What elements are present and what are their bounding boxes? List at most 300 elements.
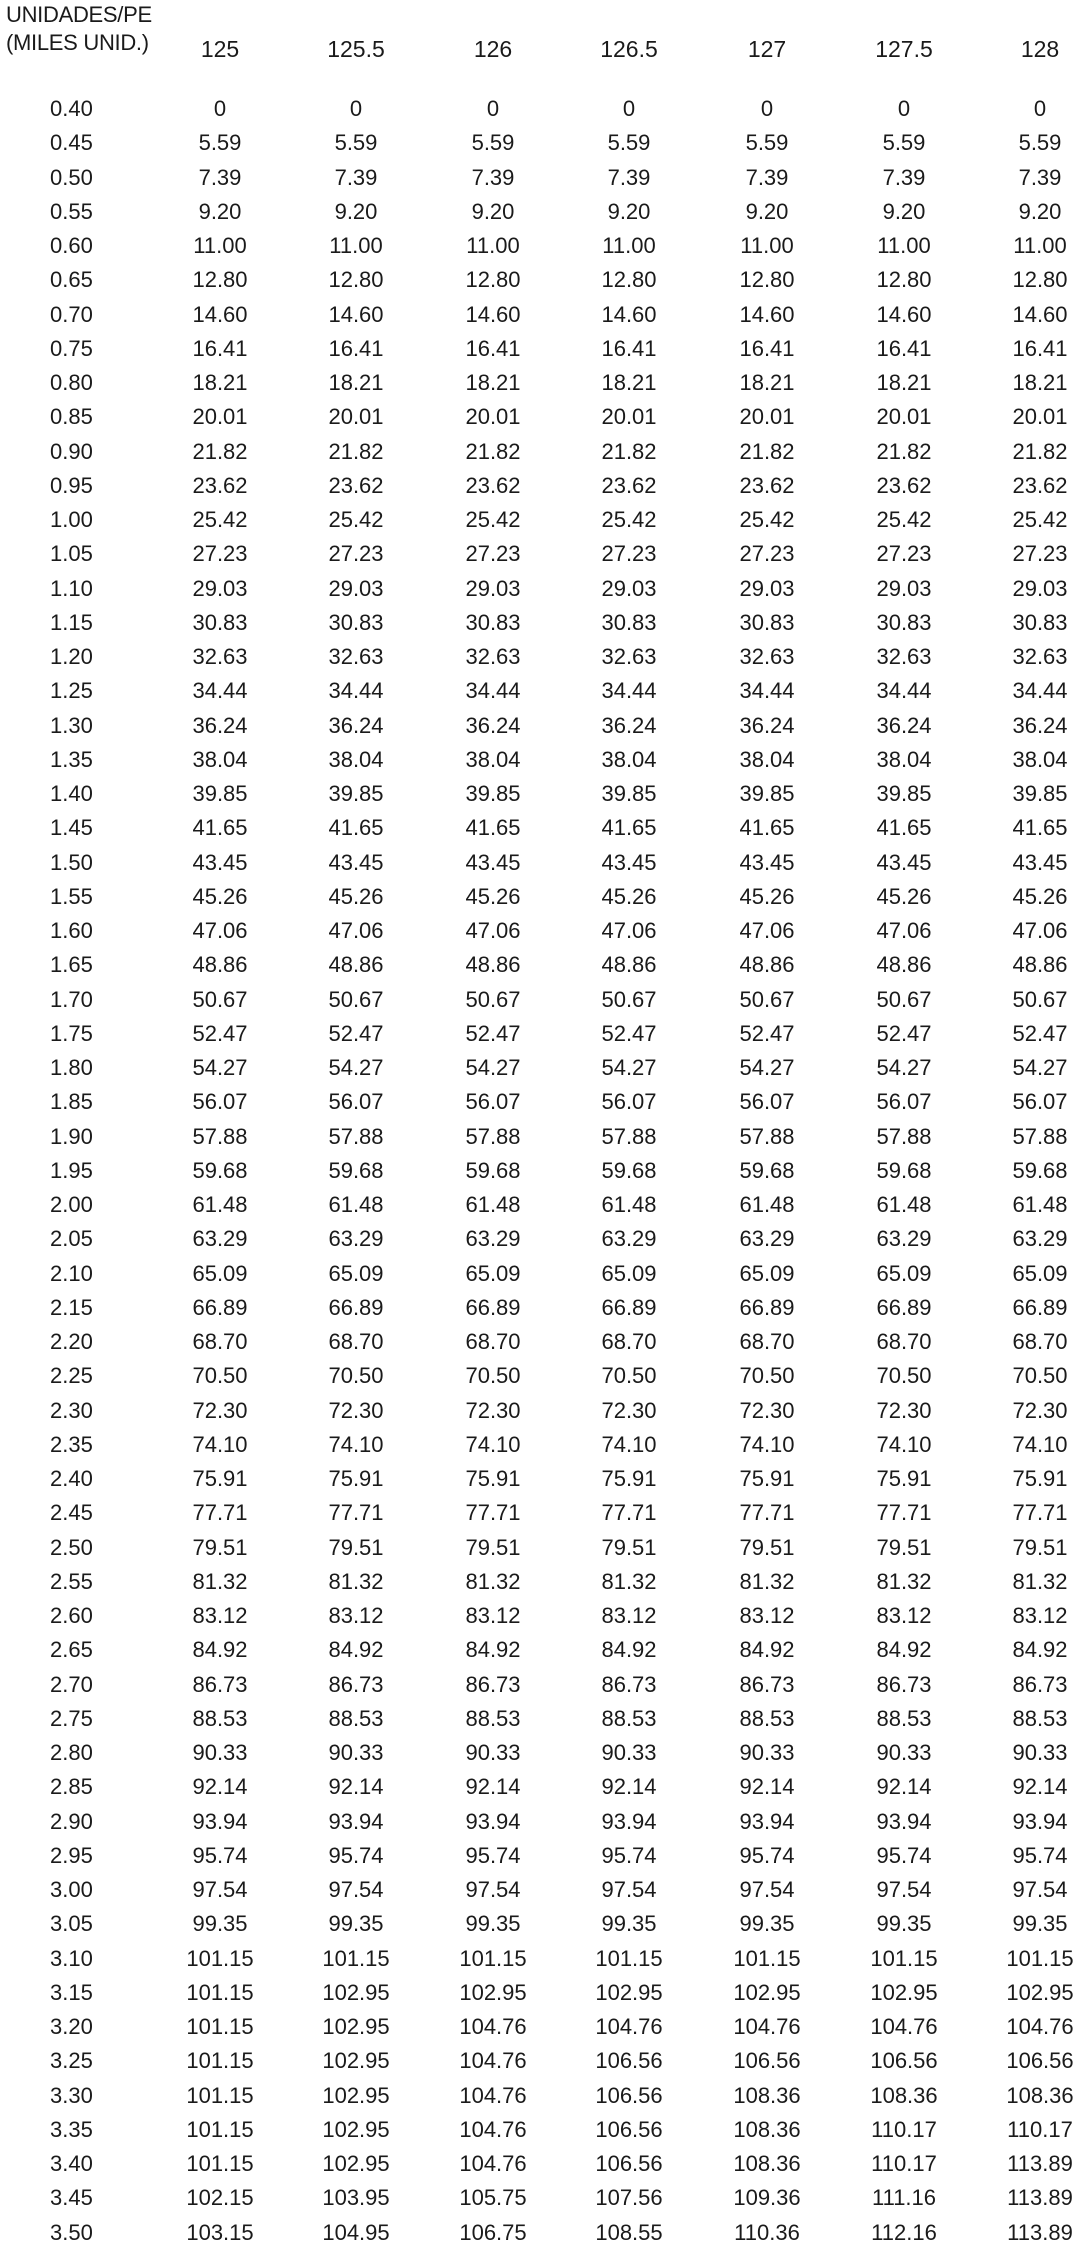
value-cell: 61.48 (192, 1192, 248, 1217)
value-cell: 7.39 (1018, 164, 1062, 190)
value-cell: 36.24 (465, 712, 521, 738)
value-cell: 34.44 (192, 678, 248, 704)
value-cell: 72.30 (1012, 1397, 1068, 1423)
value-cell: 72.30 (465, 1397, 521, 1423)
value-cell: 52.47 (192, 1020, 248, 1046)
value-cell: 75.91 (1012, 1466, 1068, 1491)
value-cell: 59.68 (192, 1157, 248, 1183)
table-row (0, 1293, 1092, 1327)
value-cell: 14.60 (328, 301, 384, 327)
table-row (0, 2115, 1092, 2149)
value-cell: 14.60 (601, 301, 657, 327)
value-cell: 101.15 (870, 1945, 938, 1971)
value-cell: 84.92 (739, 1637, 795, 1663)
row-label-cell: 3.10 (50, 1945, 93, 1971)
value-cell: 68.70 (465, 1329, 521, 1354)
value-cell: 7.39 (607, 164, 651, 190)
value-cell: 16.41 (739, 335, 795, 361)
value-cell: 68.70 (328, 1329, 384, 1354)
value-cell: 104.76 (1006, 2014, 1074, 2039)
row-label-cell: 2.45 (50, 1500, 93, 1526)
value-cell: 102.95 (870, 1979, 938, 2005)
value-cell: 90.33 (601, 1740, 657, 1765)
value-cell: 77.71 (192, 1500, 248, 1526)
value-cell: 29.03 (465, 575, 521, 601)
value-cell: 61.48 (465, 1192, 521, 1217)
value-cell: 25.42 (876, 507, 932, 532)
value-cell: 21.82 (1012, 438, 1068, 464)
value-cell: 97.54 (1012, 1877, 1068, 1902)
value-cell: 52.47 (1012, 1020, 1068, 1046)
value-cell: 27.23 (192, 541, 248, 567)
value-cell: 43.45 (876, 849, 932, 875)
row-label-cell: 2.80 (50, 1740, 93, 1765)
value-cell: 90.33 (1012, 1740, 1068, 1765)
value-cell: 41.65 (465, 815, 521, 841)
value-cell: 12.80 (192, 267, 248, 293)
value-cell: 48.86 (192, 952, 248, 978)
table-row (0, 1704, 1092, 1738)
value-cell: 39.85 (465, 781, 521, 806)
value-cell: 45.26 (192, 883, 248, 909)
table-row (0, 2183, 1092, 2217)
value-cell: 14.60 (192, 301, 248, 327)
value-cell: 34.44 (1012, 678, 1068, 704)
value-cell: 81.32 (1012, 1568, 1068, 1594)
value-cell: 63.29 (1012, 1226, 1068, 1252)
value-cell: 48.86 (465, 952, 521, 978)
value-cell: 14.60 (465, 301, 521, 327)
value-cell: 70.50 (739, 1363, 795, 1389)
value-cell: 83.12 (1012, 1603, 1068, 1628)
row-label-cell: 0.60 (50, 233, 93, 258)
value-cell: 99.35 (465, 1911, 521, 1937)
value-cell: 103.15 (186, 2219, 254, 2245)
value-cell: 75.91 (601, 1466, 657, 1491)
row-label-cell: 1.30 (50, 712, 93, 738)
table-row (0, 368, 1092, 402)
value-cell: 30.83 (601, 609, 657, 635)
table-row (0, 1019, 1092, 1053)
row-label-cell: 0.55 (50, 198, 93, 224)
value-cell: 43.45 (465, 849, 521, 875)
value-cell: 27.23 (328, 541, 384, 567)
table-row (0, 1190, 1092, 1224)
table-row (0, 2046, 1092, 2080)
value-cell: 65.09 (465, 1260, 521, 1286)
value-cell: 81.32 (328, 1568, 384, 1594)
value-cell: 34.44 (739, 678, 795, 704)
value-cell: 68.70 (739, 1329, 795, 1354)
value-cell: 12.80 (876, 267, 932, 293)
value-cell: 20.01 (1012, 404, 1068, 430)
value-cell: 99.35 (1012, 1911, 1068, 1937)
value-cell: 34.44 (876, 678, 932, 704)
value-cell: 20.01 (601, 404, 657, 430)
value-cell: 88.53 (1012, 1705, 1068, 1731)
value-cell: 27.23 (1012, 541, 1068, 567)
value-cell: 97.54 (601, 1877, 657, 1902)
table-row (0, 1122, 1092, 1156)
table-row (0, 1224, 1092, 1258)
table-row (0, 471, 1092, 505)
row-header-label-line2: (MILES UNID.) (6, 30, 149, 55)
value-cell: 38.04 (192, 746, 248, 772)
value-cell: 83.12 (739, 1603, 795, 1628)
value-cell: 106.56 (870, 2048, 938, 2074)
value-cell: 18.21 (465, 370, 521, 395)
table-row (0, 2218, 1092, 2252)
value-cell: 20.01 (739, 404, 795, 430)
value-cell: 12.80 (601, 267, 657, 293)
value-cell: 81.32 (739, 1568, 795, 1594)
table-row (0, 1430, 1092, 1464)
value-cell: 48.86 (739, 952, 795, 978)
value-cell: 102.15 (186, 2185, 254, 2211)
row-label-cell: 0.90 (50, 438, 93, 464)
value-cell: 70.50 (328, 1363, 384, 1389)
value-cell: 65.09 (876, 1260, 932, 1286)
value-cell: 90.33 (465, 1740, 521, 1765)
value-cell: 101.15 (186, 1945, 254, 1971)
value-cell: 39.85 (1012, 781, 1068, 806)
value-cell: 9.20 (745, 198, 789, 224)
value-cell: 86.73 (1012, 1671, 1068, 1697)
value-cell: 59.68 (328, 1157, 384, 1183)
value-cell: 18.21 (192, 370, 248, 395)
value-cell: 41.65 (739, 815, 795, 841)
row-label-cell: 2.05 (50, 1226, 93, 1252)
value-cell: 74.10 (739, 1431, 795, 1457)
value-cell: 83.12 (876, 1603, 932, 1628)
value-cell: 101.15 (186, 2151, 254, 2176)
value-cell: 21.82 (192, 438, 248, 464)
value-cell: 16.41 (1012, 335, 1068, 361)
value-cell: 77.71 (465, 1500, 521, 1526)
value-cell: 50.67 (465, 986, 521, 1012)
value-cell: 11.00 (193, 233, 247, 258)
table-row (0, 300, 1092, 334)
value-cell: 65.09 (328, 1260, 384, 1286)
value-cell: 104.76 (733, 2014, 801, 2039)
value-cell: 61.48 (328, 1192, 384, 1217)
value-cell: 102.95 (322, 2116, 390, 2142)
value-cell: 38.04 (1012, 746, 1068, 772)
row-label-cell: 2.15 (50, 1294, 93, 1320)
value-cell: 70.50 (876, 1363, 932, 1389)
value-cell: 108.36 (733, 2116, 801, 2142)
table-row (0, 1772, 1092, 1806)
table-row (0, 1533, 1092, 1567)
value-cell: 113.89 (1007, 2185, 1073, 2211)
value-cell: 110.17 (1007, 2116, 1073, 2142)
value-cell: 14.60 (876, 301, 932, 327)
row-label-cell: 2.00 (50, 1192, 93, 1217)
value-cell: 39.85 (601, 781, 657, 806)
row-label-cell: 3.30 (50, 2082, 93, 2108)
value-cell: 36.24 (1012, 712, 1068, 738)
value-cell: 18.21 (876, 370, 932, 395)
value-cell: 47.06 (192, 918, 248, 943)
value-cell: 0 (760, 96, 774, 121)
value-cell: 95.74 (1012, 1842, 1068, 1868)
value-cell: 32.63 (192, 644, 248, 669)
value-cell: 9.20 (198, 198, 242, 224)
value-cell: 0 (349, 96, 363, 121)
value-cell: 63.29 (465, 1226, 521, 1252)
value-cell: 5.59 (1018, 130, 1062, 156)
table-row (0, 197, 1092, 231)
row-label-cell: 1.70 (50, 986, 93, 1012)
value-cell: 32.63 (876, 644, 932, 669)
value-cell: 56.07 (739, 1089, 795, 1115)
value-cell: 81.32 (601, 1568, 657, 1594)
table-row (0, 848, 1092, 882)
row-label-cell: 1.75 (50, 1020, 93, 1046)
row-label-cell: 2.35 (50, 1431, 93, 1457)
value-cell: 66.89 (1012, 1294, 1068, 1320)
value-cell: 32.63 (601, 644, 657, 669)
value-cell: 74.10 (465, 1431, 521, 1457)
value-cell: 16.41 (192, 335, 248, 361)
value-cell: 84.92 (328, 1637, 384, 1663)
value-cell: 88.53 (876, 1705, 932, 1731)
value-cell: 56.07 (192, 1089, 248, 1115)
value-cell: 23.62 (328, 472, 384, 498)
value-cell: 86.73 (876, 1671, 932, 1697)
value-cell: 25.42 (192, 507, 248, 532)
table-row (0, 676, 1092, 710)
column-header: 128 (1020, 36, 1060, 62)
row-label-cell: 2.65 (50, 1637, 93, 1663)
value-cell: 101.15 (595, 1945, 663, 1971)
value-cell: 93.94 (328, 1808, 384, 1834)
table-row (0, 1944, 1092, 1978)
value-cell: 41.65 (1012, 815, 1068, 841)
row-label-cell: 0.95 (50, 472, 93, 498)
table-row (0, 950, 1092, 984)
value-cell: 88.53 (601, 1705, 657, 1731)
value-cell: 34.44 (465, 678, 521, 704)
value-cell: 97.54 (465, 1877, 521, 1902)
value-cell: 45.26 (328, 883, 384, 909)
value-cell: 21.82 (601, 438, 657, 464)
column-header: 126 (473, 36, 513, 62)
value-cell: 41.65 (601, 815, 657, 841)
value-cell: 95.74 (465, 1842, 521, 1868)
value-cell: 36.24 (876, 712, 932, 738)
value-cell: 5.59 (882, 130, 926, 156)
value-cell: 57.88 (739, 1123, 795, 1149)
row-label-cell: 1.20 (50, 644, 93, 669)
value-cell: 92.14 (465, 1774, 521, 1800)
value-cell: 27.23 (739, 541, 795, 567)
table-row (0, 882, 1092, 916)
value-cell: 99.35 (601, 1911, 657, 1937)
value-cell: 34.44 (601, 678, 657, 704)
value-cell: 38.04 (601, 746, 657, 772)
value-cell: 72.30 (328, 1397, 384, 1423)
value-cell: 104.76 (459, 2151, 527, 2176)
value-cell: 16.41 (328, 335, 384, 361)
value-cell: 5.59 (471, 130, 515, 156)
table-row (0, 1601, 1092, 1635)
value-cell: 43.45 (739, 849, 795, 875)
value-cell: 43.45 (1012, 849, 1068, 875)
value-cell: 68.70 (1012, 1329, 1068, 1354)
value-cell: 99.35 (876, 1911, 932, 1937)
value-cell: 23.62 (1012, 472, 1068, 498)
value-cell: 83.12 (601, 1603, 657, 1628)
value-cell: 11.00 (877, 233, 931, 258)
value-cell: 56.07 (465, 1089, 521, 1115)
row-label-cell: 1.95 (50, 1157, 93, 1183)
value-cell: 108.36 (733, 2082, 801, 2108)
value-cell: 92.14 (192, 1774, 248, 1800)
row-label-cell: 1.50 (50, 849, 93, 875)
value-cell: 29.03 (739, 575, 795, 601)
value-cell: 110.17 (871, 2151, 937, 2176)
value-cell: 66.89 (465, 1294, 521, 1320)
value-cell: 18.21 (739, 370, 795, 395)
value-cell: 106.75 (459, 2219, 527, 2245)
value-cell: 72.30 (192, 1397, 248, 1423)
value-cell: 32.63 (465, 644, 521, 669)
value-cell: 14.60 (739, 301, 795, 327)
value-cell: 63.29 (192, 1226, 248, 1252)
row-label-cell: 0.65 (50, 267, 93, 293)
value-cell: 36.24 (601, 712, 657, 738)
value-cell: 38.04 (739, 746, 795, 772)
row-label-cell: 3.50 (50, 2219, 93, 2245)
value-cell: 63.29 (601, 1226, 657, 1252)
value-cell: 74.10 (876, 1431, 932, 1457)
value-cell: 79.51 (876, 1534, 932, 1560)
value-cell: 97.54 (739, 1877, 795, 1902)
value-cell: 41.65 (192, 815, 248, 841)
value-cell: 70.50 (192, 1363, 248, 1389)
value-cell: 109.36 (733, 2185, 801, 2211)
value-cell: 65.09 (739, 1260, 795, 1286)
table-row (0, 1396, 1092, 1430)
value-cell: 25.42 (739, 507, 795, 532)
row-label-cell: 1.40 (50, 781, 93, 806)
value-cell: 7.39 (334, 164, 378, 190)
value-cell: 81.32 (465, 1568, 521, 1594)
table-row (0, 2081, 1092, 2115)
value-cell: 27.23 (601, 541, 657, 567)
value-cell: 54.27 (465, 1055, 521, 1080)
value-cell: 12.80 (739, 267, 795, 293)
value-cell: 93.94 (601, 1808, 657, 1834)
row-label-cell: 2.85 (50, 1774, 93, 1800)
value-cell: 57.88 (876, 1123, 932, 1149)
value-cell: 92.14 (328, 1774, 384, 1800)
value-cell: 92.14 (739, 1774, 795, 1800)
value-cell: 18.21 (328, 370, 384, 395)
value-cell: 101.15 (733, 1945, 801, 1971)
table-row (0, 437, 1092, 471)
value-cell: 5.59 (198, 130, 242, 156)
table-row (0, 813, 1092, 847)
value-cell: 99.35 (328, 1911, 384, 1937)
value-cell: 83.12 (192, 1603, 248, 1628)
value-cell: 48.86 (1012, 952, 1068, 978)
value-cell: 56.07 (1012, 1089, 1068, 1115)
table-row (0, 2012, 1092, 2046)
value-cell: 97.54 (328, 1877, 384, 1902)
value-cell: 108.55 (595, 2219, 663, 2245)
row-label-cell: 3.45 (50, 2185, 93, 2211)
value-cell: 79.51 (328, 1534, 384, 1560)
value-cell: 54.27 (192, 1055, 248, 1080)
value-cell: 30.83 (1012, 609, 1068, 635)
row-label-cell: 2.55 (50, 1568, 93, 1594)
value-cell: 104.76 (870, 2014, 938, 2039)
value-cell: 29.03 (876, 575, 932, 601)
table-row (0, 1875, 1092, 1909)
value-cell: 0 (213, 96, 227, 121)
value-cell: 47.06 (465, 918, 521, 943)
value-cell: 27.23 (465, 541, 521, 567)
value-cell: 74.10 (1012, 1431, 1068, 1457)
value-cell: 59.68 (739, 1157, 795, 1183)
row-label-cell: 1.35 (50, 746, 93, 772)
row-label-cell: 3.05 (50, 1911, 93, 1937)
value-cell: 93.94 (1012, 1808, 1068, 1834)
value-cell: 7.39 (198, 164, 242, 190)
value-cell: 79.51 (601, 1534, 657, 1560)
value-cell: 20.01 (876, 404, 932, 430)
table-row (0, 231, 1092, 265)
value-cell: 50.67 (739, 986, 795, 1012)
value-cell: 101.15 (186, 2082, 254, 2108)
value-cell: 5.59 (334, 130, 378, 156)
value-cell: 108.36 (733, 2151, 801, 2176)
table-row (0, 642, 1092, 676)
value-cell: 102.95 (322, 2048, 390, 2074)
value-cell: 59.68 (465, 1157, 521, 1183)
value-cell: 21.82 (465, 438, 521, 464)
row-label-cell: 1.65 (50, 952, 93, 978)
value-cell: 50.67 (1012, 986, 1068, 1012)
value-cell: 106.56 (1006, 2048, 1074, 2074)
value-cell: 39.85 (192, 781, 248, 806)
value-cell: 92.14 (601, 1774, 657, 1800)
table-row (0, 128, 1092, 162)
value-cell: 81.32 (876, 1568, 932, 1594)
table-row (0, 1156, 1092, 1190)
value-cell: 92.14 (876, 1774, 932, 1800)
value-cell: 54.27 (739, 1055, 795, 1080)
row-label-cell: 2.90 (50, 1808, 93, 1834)
value-cell: 68.70 (876, 1329, 932, 1354)
row-label-cell: 3.40 (50, 2151, 93, 2176)
value-cell: 61.48 (1012, 1192, 1068, 1217)
value-cell: 38.04 (876, 746, 932, 772)
table-row (0, 745, 1092, 779)
value-cell: 84.92 (876, 1637, 932, 1663)
value-cell: 111.16 (871, 2185, 937, 2211)
value-cell: 11.00 (602, 233, 656, 258)
value-cell: 61.48 (739, 1192, 795, 1217)
value-cell: 36.24 (192, 712, 248, 738)
value-cell: 95.74 (739, 1842, 795, 1868)
value-cell: 32.63 (739, 644, 795, 669)
value-cell: 83.12 (465, 1603, 521, 1628)
value-cell: 29.03 (328, 575, 384, 601)
value-cell: 84.92 (601, 1637, 657, 1663)
